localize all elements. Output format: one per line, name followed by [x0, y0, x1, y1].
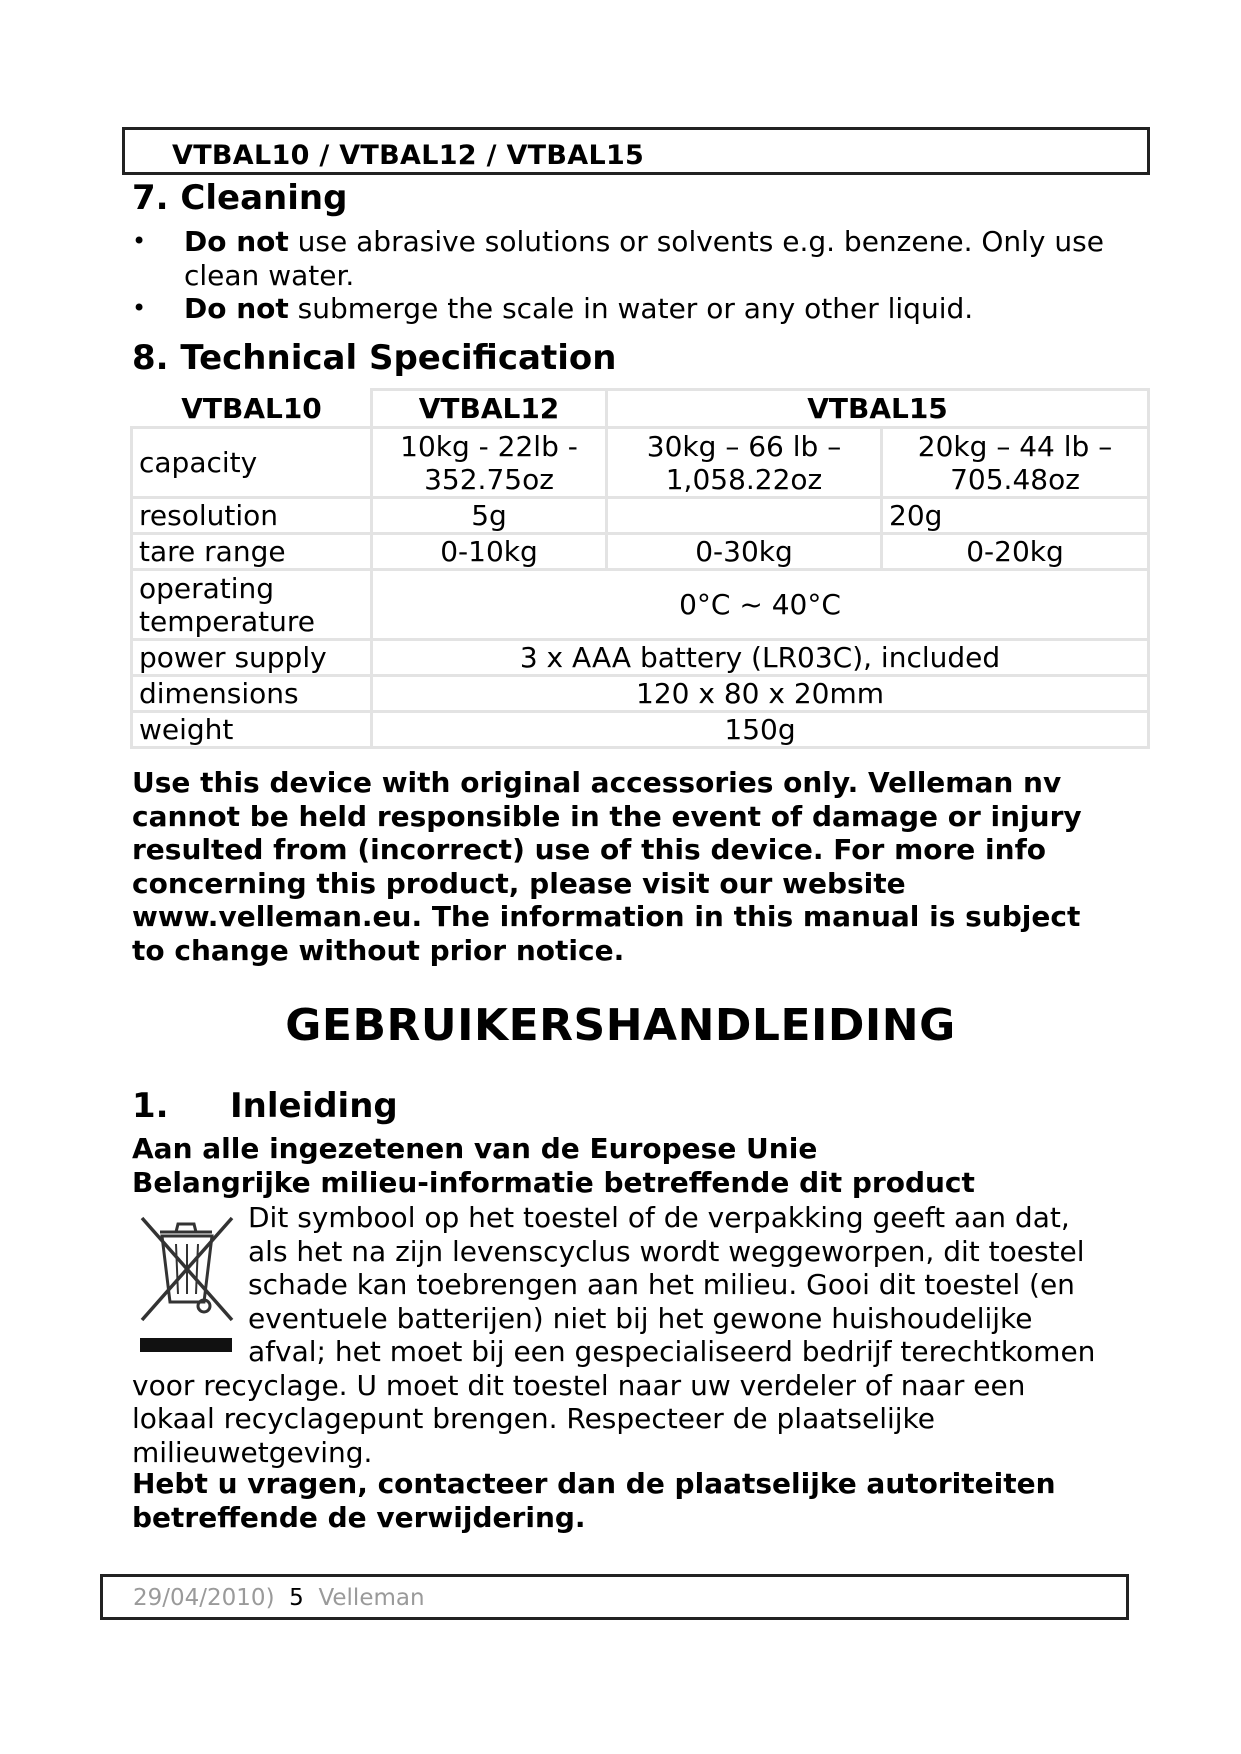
cleaning-list	[132, 225, 1132, 326]
table-row	[132, 534, 1149, 570]
page-number: 5	[289, 1585, 304, 1611]
table-cell: 5g	[372, 498, 607, 534]
table-cell: 30kg – 66 lb – 1,058.22oz	[607, 428, 882, 498]
weee-line: afval; het moet bij een gespecialiseerd bedrijf terechtkomen	[248, 1335, 1096, 1368]
footer-brand: Velleman	[318, 1585, 425, 1611]
weee-line: eventuele batterijen) niet bij het gewone huishoudelijke	[248, 1301, 1033, 1335]
bold-lead: Do not	[184, 225, 289, 258]
section-title: Inleiding	[230, 1086, 398, 1126]
item-text: submerge the scale in water or any other liquid.	[288, 292, 974, 325]
weee-paragraph	[132, 1201, 1112, 1469]
table-cell: 3 x AAA battery (LR03C), included	[372, 640, 1149, 676]
cleaning-heading: 7. Cleaning	[132, 178, 348, 218]
table-row	[132, 676, 1149, 712]
bold-lead: Do not	[184, 292, 289, 325]
weee-line: als het na zijn levenscyclus wordt weggeworpen, dit toestel	[248, 1234, 1085, 1268]
row-label: tare range	[132, 534, 372, 570]
spec-table	[130, 388, 1150, 749]
header-box	[122, 127, 1150, 175]
sub-headings	[132, 1132, 975, 1199]
weee-rest: voor recyclage. U moet dit toestel naar uw verdeler of naar een lokaal recyclagepunt brengen. Respecteer de plaatselijke milieuwetgeving.	[132, 1368, 1026, 1469]
weee-line: schade kan toebrengen aan het milieu. Gooi dit toestel (en	[248, 1268, 1075, 1301]
footer-text	[133, 1585, 425, 1611]
table-cell: 0-20kg	[882, 534, 1149, 570]
col-header-vtbal10: VTBAL10	[132, 390, 372, 428]
table-cell	[607, 498, 882, 534]
table-row	[132, 428, 1149, 498]
row-label: weight	[132, 712, 372, 748]
table-row	[132, 570, 1149, 640]
col-header-vtbal12: VTBAL12	[372, 390, 607, 428]
item-text: use abrasive solutions or solvents e.g. benzene. Only use clean water.	[184, 225, 1104, 292]
table-row	[132, 712, 1149, 748]
table-cell: 0-10kg	[372, 534, 607, 570]
manual-title: GEBRUIKERSHANDLEIDING	[285, 1000, 956, 1051]
footer-date: 29/04/2010)	[133, 1585, 275, 1611]
table-cell: 10kg - 22lb - 352.75oz	[372, 428, 607, 498]
subheading-eu: Aan alle ingezetenen van de Europese Unie	[132, 1132, 818, 1165]
disclaimer-notice: Use this device with original accessories only. Velleman nv cannot be held responsible in the event of damage or injury resulted from (incorrect) use of this device. For more info concerning this product, please visit our website www.velleman.eu. The information in this manual is subject to change without prior notice.	[132, 766, 1082, 967]
table-row	[132, 640, 1149, 676]
header-title: VTBAL10 / VTBAL12 / VTBAL15	[172, 140, 645, 171]
table-cell: 0°C ~ 40°C	[372, 570, 1149, 640]
table-cell: 120 x 80 x 20mm	[372, 676, 1149, 712]
footer-box	[100, 1574, 1129, 1620]
table-cell: 0-30kg	[607, 534, 882, 570]
table-cell: 150g	[372, 712, 1149, 748]
row-label: dimensions	[132, 676, 372, 712]
section-heading	[132, 1086, 398, 1126]
row-label: resolution	[132, 498, 372, 534]
col-header-vtbal15: VTBAL15	[607, 390, 1149, 428]
table-cell: 20g	[882, 498, 1149, 534]
list-item	[132, 292, 1132, 326]
row-label: capacity	[132, 428, 372, 498]
table-cell: 20kg – 44 lb – 705.48oz	[882, 428, 1149, 498]
weee-line: Dit symbool op het toestel of de verpakking geeft aan dat,	[248, 1201, 1070, 1234]
table-row	[132, 498, 1149, 534]
subheading-environment: Belangrijke milieu-informatie betreffende dit product	[132, 1165, 975, 1199]
spec-heading: 8. Technical Specification	[132, 338, 617, 378]
contact-notice: Hebt u vragen, contacteer dan de plaatselijke autoriteiten betreffende de verwijdering.	[132, 1467, 1056, 1534]
list-item	[132, 225, 1132, 292]
row-label: operating temperature	[132, 570, 372, 640]
row-label: power supply	[132, 640, 372, 676]
section-number: 1.	[132, 1086, 169, 1126]
